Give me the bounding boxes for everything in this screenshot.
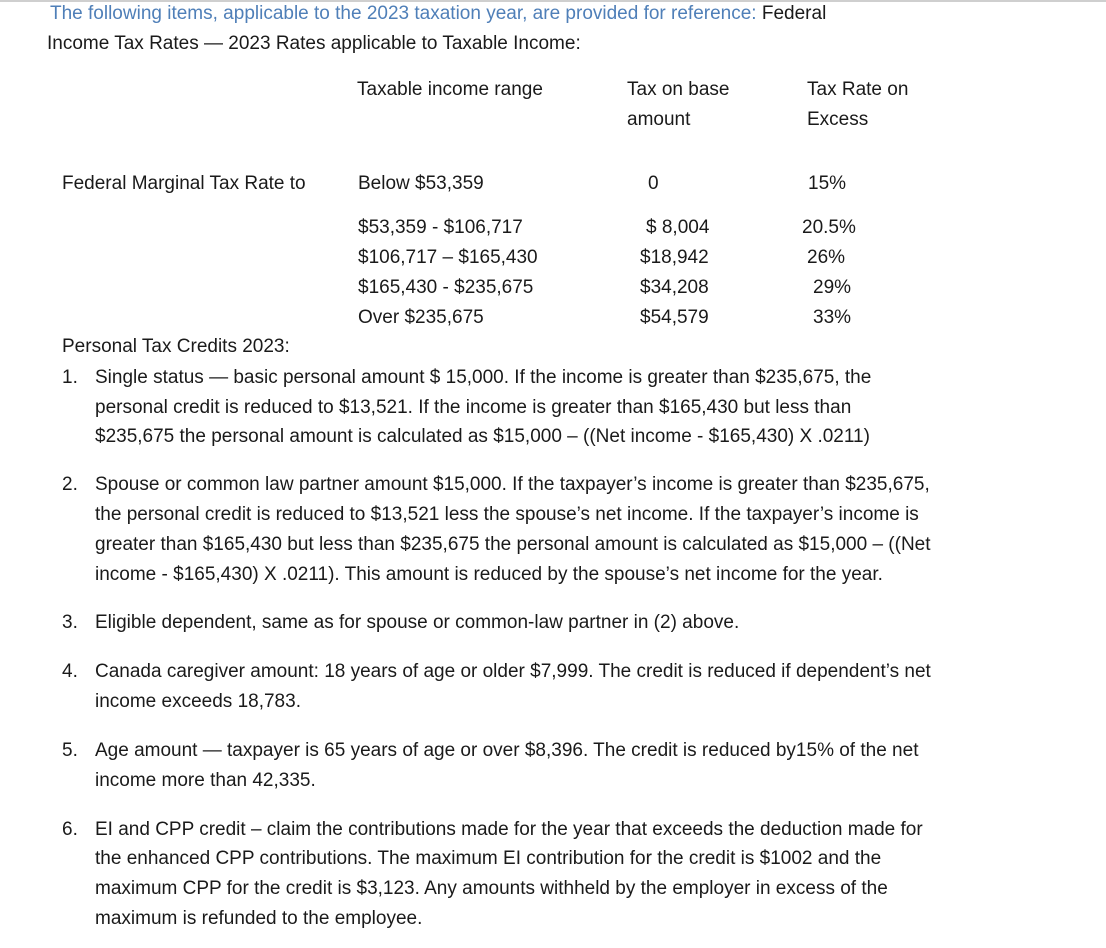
list-item-number: 4. [62,661,78,682]
list-item-text: maximum CPP for the credit is $3,123. Any amounts withheld by the employer in excess of the [95,878,888,899]
row-range: $165,430 - $235,675 [358,277,534,298]
row-base: $ 8,004 [646,217,710,238]
intro-lead-text: The following items, applicable to the 2023 taxation year, are provided for reference: [50,3,757,24]
list-item-number: 2. [62,474,78,495]
list-item-text: the enhanced CPP contributions. The maximum EI contribution for the credit is $1002 and the [95,848,882,869]
row-rate: 26% [807,247,846,268]
row-base: 0 [648,173,659,194]
row-range: $106,717 – $165,430 [358,247,538,268]
list-item-number: 6. [62,819,78,840]
intro-federal-text: Federal [761,3,827,24]
list-item-number: 3. [62,612,78,633]
list-item-text: Single status — basic personal amount $ 15,000. If the income is greater than $235,675, the [95,367,872,388]
row-range: $53,359 - $106,717 [358,217,523,238]
row-rate: 20.5% [802,217,856,238]
row-rate: 29% [813,277,852,298]
row-rate: 15% [808,173,847,194]
header-tax-rate-line1: Tax Rate on [807,79,909,100]
list-item-text: the personal credit is reduced to $13,521 less the spouse’s net income. If the taxpayer’s income is [95,504,919,525]
list-item-text: income exceeds 18,783. [95,691,301,712]
row-range: Over $235,675 [358,307,484,328]
list-item-text: income - $165,430) X .0211). This amount is reduced by the spouse’s net income for the year. [95,564,883,585]
list-item-text: Eligible dependent, same as for spouse or common-law partner in (2) above. [95,612,740,633]
row-base: $18,942 [640,247,709,268]
list-item-text: maximum is refunded to the employee. [95,908,423,929]
list-item-text: personal credit is reduced to $13,521. If the income is greater than $165,430 but less than [95,397,852,418]
header-tax-rate-line2: Excess [807,109,869,130]
intro-line-1 [50,2,826,26]
row-label-federal-marginal: Federal Marginal Tax Rate to [62,173,306,194]
row-rate: 33% [813,307,852,328]
header-taxable-income-range: Taxable income range [357,79,543,100]
list-item-text: $235,675 the personal amount is calculated as $15,000 – ((Net income - $165,430) X .0211) [95,426,870,447]
list-item-text: EI and CPP credit – claim the contributions made for the year that exceeds the deduction made for [95,819,923,840]
list-item-number: 5. [62,740,78,761]
list-item-number: 1. [62,367,78,388]
header-tax-on-base-line2: amount [627,109,691,130]
row-base: $34,208 [640,277,709,298]
row-base: $54,579 [640,307,709,328]
list-item-text: Spouse or common law partner amount $15,000. If the taxpayer’s income is greater than $235,675, [95,474,930,495]
header-tax-on-base-line1: Tax on base [627,79,730,100]
list-item-text: Age amount — taxpayer is 65 years of age or over $8,396. The credit is reduced by15% of the net [95,740,919,761]
list-item-text: income more than 42,335. [95,770,316,791]
row-range: Below $53,359 [358,173,484,194]
list-item-text: Canada caregiver amount: 18 years of age or older $7,999. The credit is reduced if dependent’s net [95,661,931,682]
list-item-text: greater than $165,430 but less than $235,675 the personal amount is calculated as $15,000 – ((Net [95,534,931,555]
credits-heading: Personal Tax Credits 2023: [62,336,290,357]
intro-line-2: Income Tax Rates — 2023 Rates applicable to Taxable Income: [47,33,581,54]
